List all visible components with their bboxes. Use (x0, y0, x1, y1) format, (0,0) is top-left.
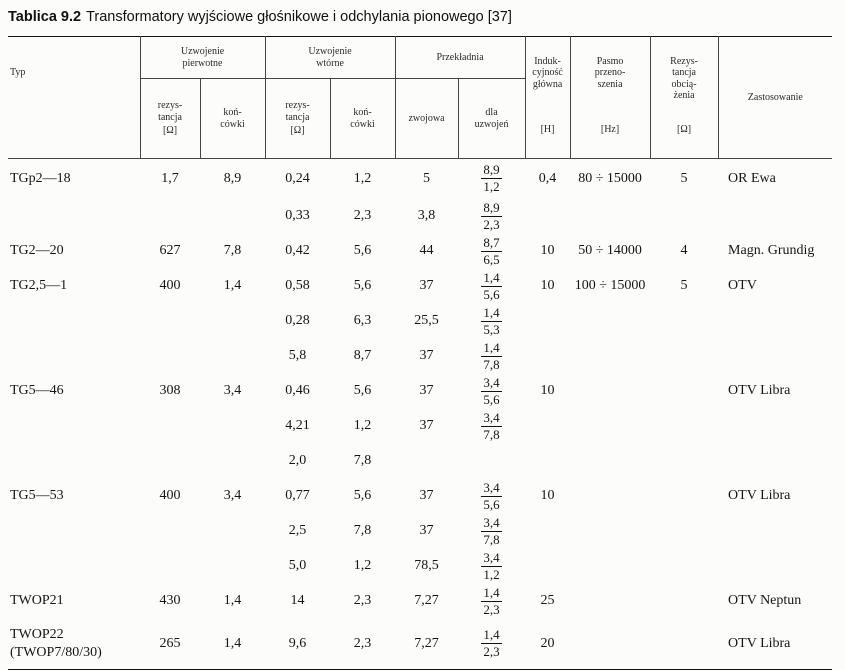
cell-inductance: 10 (540, 243, 555, 258)
cell-frequency-band (570, 479, 650, 514)
cell-application: OR Ewa (728, 170, 776, 186)
header-secondary-terminals: koń- cówki (330, 79, 395, 159)
cell-turns-ratio: 78,5 (414, 558, 439, 573)
cell-type: TG2,5—1 (10, 278, 68, 293)
cell-inductance: 10 (540, 383, 555, 398)
ratio-fraction (481, 628, 501, 659)
header-primary-resistance (140, 79, 200, 159)
ratio-fraction (481, 201, 501, 232)
header-frequency-band-unit: [Hz] (600, 124, 620, 135)
cell-frequency-band (570, 199, 650, 234)
cell-frequency-band (570, 514, 650, 549)
cell-secondary-resistance: 0,58 (285, 278, 310, 293)
cell-primary-terminals: 7,8 (223, 243, 242, 258)
cell-primary-terminals: 1,4 (223, 593, 242, 608)
cell-primary-resistance (140, 514, 200, 549)
cell-secondary-terminals: 7,8 (353, 453, 372, 468)
ratio-fraction (481, 236, 501, 267)
cell-load-resistance (650, 374, 718, 409)
cell-winding-ratio (458, 514, 525, 549)
cell-primary-resistance: 400 (159, 278, 181, 293)
fraction-numerator: 1,4 (483, 584, 500, 600)
cell-turns-ratio: 37 (419, 523, 434, 538)
cell-primary-terminals (200, 199, 265, 234)
cell-inductance: 0,4 (538, 170, 557, 186)
table-row (8, 479, 832, 514)
ratio-fraction (481, 271, 501, 302)
cell-application: OTV Libra (728, 383, 791, 398)
fraction-denominator: 2,3 (483, 601, 500, 617)
cell-application: OTV Neptun (728, 593, 802, 608)
cell-application (718, 339, 832, 374)
header-resistance-unit: [Ω] (162, 125, 178, 137)
cell-application: OTV Libra (728, 488, 791, 503)
fraction-denominator: 1,2 (483, 566, 500, 582)
cell-secondary-terminals: 5,6 (353, 243, 372, 258)
cell-load-resistance (650, 549, 718, 584)
cell-secondary-resistance: 0,46 (285, 383, 310, 398)
cell-turns-ratio (395, 444, 458, 479)
table-title: Transformatory wyjściowe głośnikowe i odchylania pionowego [37] (86, 9, 512, 25)
cell-secondary-resistance: 5,0 (288, 558, 307, 573)
header-turns-ratio: zwojowa (395, 79, 458, 159)
cell-frequency-band (570, 374, 650, 409)
cell-secondary-terminals: 5,6 (353, 383, 372, 398)
cell-inductance: 10 (540, 488, 555, 503)
header-inductance-label: Induk- cyjność główna (532, 55, 563, 90)
cell-type (8, 549, 140, 584)
cell-type: TG5—46 (10, 383, 64, 398)
cell-secondary-terminals: 5,6 (353, 278, 372, 293)
cell-secondary-terminals: 5,6 (353, 488, 372, 503)
cell-primary-resistance: 627 (159, 243, 181, 258)
header-ratio: Przekładnia (395, 37, 525, 79)
cell-application (718, 199, 832, 234)
cell-primary-terminals (200, 444, 265, 479)
cell-type: TWOP21 (10, 593, 64, 608)
cell-primary-terminals (200, 339, 265, 374)
cell-load-resistance (650, 584, 718, 619)
fraction-numerator: 1,4 (483, 339, 500, 355)
transformer-table (8, 36, 832, 670)
table-row (8, 549, 832, 584)
cell-type (8, 409, 140, 444)
cell-primary-resistance: 265 (159, 635, 181, 651)
table-row (8, 514, 832, 549)
cell-secondary-terminals: 1,2 (353, 418, 372, 433)
header-primary-terminals: koń- cówki (200, 79, 265, 159)
cell-load-resistance: 5 (680, 170, 688, 186)
header-type: Typ (8, 37, 140, 159)
header-resistance-label: rezys- tancja (157, 100, 183, 123)
cell-turns-ratio: 37 (419, 418, 434, 433)
cell-secondary-resistance: 0,42 (285, 243, 310, 258)
fraction-denominator: 5,3 (483, 321, 500, 337)
cell-frequency-band (570, 584, 650, 619)
cell-inductance (525, 339, 570, 374)
cell-secondary-resistance: 0,24 (285, 170, 310, 186)
header-load-resistance (650, 37, 718, 159)
cell-type: TWOP22 (TWOP7/80/30) (10, 626, 102, 660)
cell-load-resistance (650, 339, 718, 374)
cell-secondary-terminals: 2,3 (353, 593, 372, 608)
cell-turns-ratio: 3,8 (417, 208, 436, 223)
cell-primary-resistance: 400 (159, 488, 181, 503)
cell-turns-ratio: 25,5 (414, 313, 439, 328)
cell-primary-terminals: 3,4 (223, 488, 242, 503)
fraction-denominator: 7,8 (483, 531, 500, 547)
table-row (8, 584, 832, 619)
cell-secondary-terminals: 2,3 (353, 208, 372, 223)
fraction-numerator: 8,7 (483, 234, 500, 250)
cell-type: TG2—20 (10, 243, 64, 258)
cell-primary-resistance (140, 304, 200, 339)
header-inductance-unit: [H] (540, 124, 555, 135)
cell-load-resistance (650, 479, 718, 514)
cell-primary-terminals: 1,4 (223, 278, 242, 293)
cell-frequency-band (570, 339, 650, 374)
cell-application (718, 304, 832, 339)
cell-turns-ratio: 37 (419, 348, 434, 363)
cell-secondary-resistance: 2,0 (288, 453, 307, 468)
fraction-denominator: 6,5 (483, 251, 500, 267)
cell-turns-ratio: 37 (419, 278, 434, 293)
cell-inductance (525, 444, 570, 479)
table-row (8, 304, 832, 339)
table-row (8, 444, 832, 479)
cell-application: Magn. Grundig (728, 243, 815, 258)
cell-turns-ratio: 7,27 (414, 635, 439, 651)
cell-frequency-band (570, 409, 650, 444)
cell-secondary-resistance: 14 (290, 593, 305, 608)
cell-application: OTV Libra (728, 635, 791, 651)
cell-inductance (525, 514, 570, 549)
table-caption (8, 9, 512, 25)
cell-load-resistance (650, 619, 718, 670)
cell-inductance: 10 (540, 278, 555, 293)
cell-secondary-terminals: 8,7 (353, 348, 372, 363)
ratio-fraction (481, 341, 501, 372)
cell-inductance (525, 304, 570, 339)
cell-winding-ratio (458, 584, 525, 619)
cell-secondary-terminals: 1,2 (353, 558, 372, 573)
cell-winding-ratio (458, 549, 525, 584)
cell-primary-resistance (140, 339, 200, 374)
cell-primary-resistance: 430 (159, 593, 181, 608)
ratio-fraction (481, 411, 501, 442)
fraction-numerator: 1,4 (483, 304, 500, 320)
cell-turns-ratio: 37 (419, 383, 434, 398)
header-frequency-band-label: Pasmo przeno- szenia (594, 55, 626, 90)
cell-turns-ratio: 5 (423, 170, 431, 186)
cell-frequency-band: 100 ÷ 15000 (574, 278, 646, 293)
ratio-fraction (481, 306, 501, 337)
cell-inductance (525, 549, 570, 584)
cell-frequency-band: 80 ÷ 15000 (578, 170, 642, 186)
fraction-numerator: 8,9 (483, 199, 500, 215)
fraction-denominator: 7,8 (483, 426, 500, 442)
cell-secondary-resistance: 0,28 (285, 313, 310, 328)
cell-winding-ratio (458, 619, 525, 670)
ratio-fraction (481, 163, 501, 194)
cell-primary-terminals: 3,4 (223, 383, 242, 398)
fraction-numerator: 8,9 (483, 162, 500, 178)
header-secondary-winding: Uzwojenie wtórne (265, 37, 395, 79)
table-body (8, 159, 832, 670)
cell-inductance: 25 (540, 593, 555, 608)
fraction-denominator: 5,6 (483, 391, 500, 407)
cell-winding-ratio (458, 199, 525, 234)
table-row (8, 159, 832, 199)
cell-winding-ratio (458, 409, 525, 444)
table-row (8, 269, 832, 304)
cell-type: TG5—53 (10, 488, 64, 503)
cell-winding-ratio (458, 159, 525, 199)
cell-secondary-terminals: 7,8 (353, 523, 372, 538)
fraction-numerator: 3,4 (483, 549, 500, 565)
cell-primary-terminals (200, 514, 265, 549)
table-row (8, 234, 832, 269)
ratio-fraction (481, 481, 501, 512)
cell-primary-terminals (200, 409, 265, 444)
cell-winding-ratio (458, 374, 525, 409)
cell-type (8, 339, 140, 374)
cell-secondary-resistance: 0,33 (285, 208, 310, 223)
cell-turns-ratio: 7,27 (414, 593, 439, 608)
cell-frequency-band (570, 304, 650, 339)
fraction-denominator: 1,2 (483, 179, 500, 195)
ratio-fraction (481, 551, 501, 582)
table-row (8, 339, 832, 374)
fraction-numerator: 1,4 (483, 627, 500, 643)
cell-primary-terminals: 1,4 (223, 635, 242, 651)
cell-winding-ratio (458, 269, 525, 304)
cell-type (8, 199, 140, 234)
cell-load-resistance: 5 (680, 278, 688, 293)
cell-frequency-band (570, 444, 650, 479)
cell-winding-ratio (458, 234, 525, 269)
cell-primary-resistance: 308 (159, 383, 181, 398)
table-header (8, 37, 832, 159)
cell-inductance: 20 (540, 635, 555, 651)
cell-type: TGp2—18 (10, 170, 71, 186)
header-frequency-band (570, 37, 650, 159)
cell-application (718, 409, 832, 444)
cell-secondary-resistance: 0,77 (285, 488, 310, 503)
cell-load-resistance (650, 199, 718, 234)
cell-primary-resistance: 1,7 (161, 170, 179, 186)
cell-primary-terminals (200, 549, 265, 584)
cell-type (8, 304, 140, 339)
cell-winding-ratio (458, 444, 525, 479)
cell-secondary-terminals: 6,3 (353, 313, 372, 328)
header-winding-ratio: dla uzwojeń (458, 79, 525, 159)
table-row (8, 409, 832, 444)
cell-secondary-terminals: 1,2 (353, 170, 372, 186)
cell-load-resistance (650, 444, 718, 479)
fraction-numerator: 3,4 (483, 479, 500, 495)
fraction-numerator: 3,4 (483, 409, 500, 425)
ratio-fraction (481, 516, 501, 547)
cell-secondary-resistance: 2,5 (288, 523, 307, 538)
fraction-denominator: 2,3 (483, 644, 500, 660)
cell-inductance (525, 199, 570, 234)
header-inductance (525, 37, 570, 159)
fraction-denominator: 7,8 (483, 356, 500, 372)
cell-winding-ratio (458, 479, 525, 514)
fraction-numerator: 1,4 (483, 269, 500, 285)
table-row (8, 374, 832, 409)
table-row (8, 619, 832, 670)
header-resistance-unit: [Ω] (290, 125, 305, 137)
cell-load-resistance (650, 409, 718, 444)
cell-type (8, 514, 140, 549)
cell-primary-resistance (140, 444, 200, 479)
cell-winding-ratio (458, 339, 525, 374)
cell-primary-terminals (200, 304, 265, 339)
fraction-denominator: 2,3 (483, 216, 500, 232)
cell-primary-terminals: 8,9 (223, 170, 242, 186)
cell-application (718, 549, 832, 584)
fraction-denominator: 5,6 (483, 496, 500, 512)
cell-load-resistance: 4 (680, 243, 688, 258)
cell-frequency-band: 50 ÷ 14000 (578, 243, 642, 258)
cell-secondary-terminals: 2,3 (353, 635, 372, 651)
header-primary-winding: Uzwojenie pierwotne (140, 37, 265, 79)
header-secondary-resistance (265, 79, 330, 159)
cell-type (8, 444, 140, 479)
cell-primary-resistance (140, 409, 200, 444)
header-application: Zastosowanie (718, 37, 832, 159)
cell-frequency-band (570, 549, 650, 584)
fraction-numerator: 3,4 (483, 374, 500, 390)
cell-secondary-resistance: 4,21 (285, 418, 310, 433)
header-resistance-label: rezys- tancja (285, 100, 310, 123)
table-number: Tablica 9.2 (8, 9, 82, 25)
cell-primary-resistance (140, 199, 200, 234)
cell-turns-ratio: 37 (419, 488, 434, 503)
table-row (8, 199, 832, 234)
cell-load-resistance (650, 304, 718, 339)
cell-load-resistance (650, 514, 718, 549)
cell-inductance (525, 409, 570, 444)
cell-primary-resistance (140, 549, 200, 584)
header-load-resistance-unit: [Ω] (677, 124, 692, 135)
header-load-resistance-label: Rezys- tancja obcią- żenia (670, 55, 698, 101)
fraction-denominator: 5,6 (483, 286, 500, 302)
cell-turns-ratio: 44 (419, 243, 434, 258)
cell-winding-ratio (458, 304, 525, 339)
cell-secondary-resistance: 9,6 (288, 635, 307, 651)
cell-application (718, 514, 832, 549)
cell-application: OTV (728, 278, 757, 293)
ratio-fraction (481, 586, 501, 617)
cell-application (718, 444, 832, 479)
cell-secondary-resistance: 5,8 (288, 348, 307, 363)
cell-frequency-band (570, 619, 650, 670)
ratio-fraction (481, 376, 501, 407)
fraction-numerator: 3,4 (483, 514, 500, 530)
